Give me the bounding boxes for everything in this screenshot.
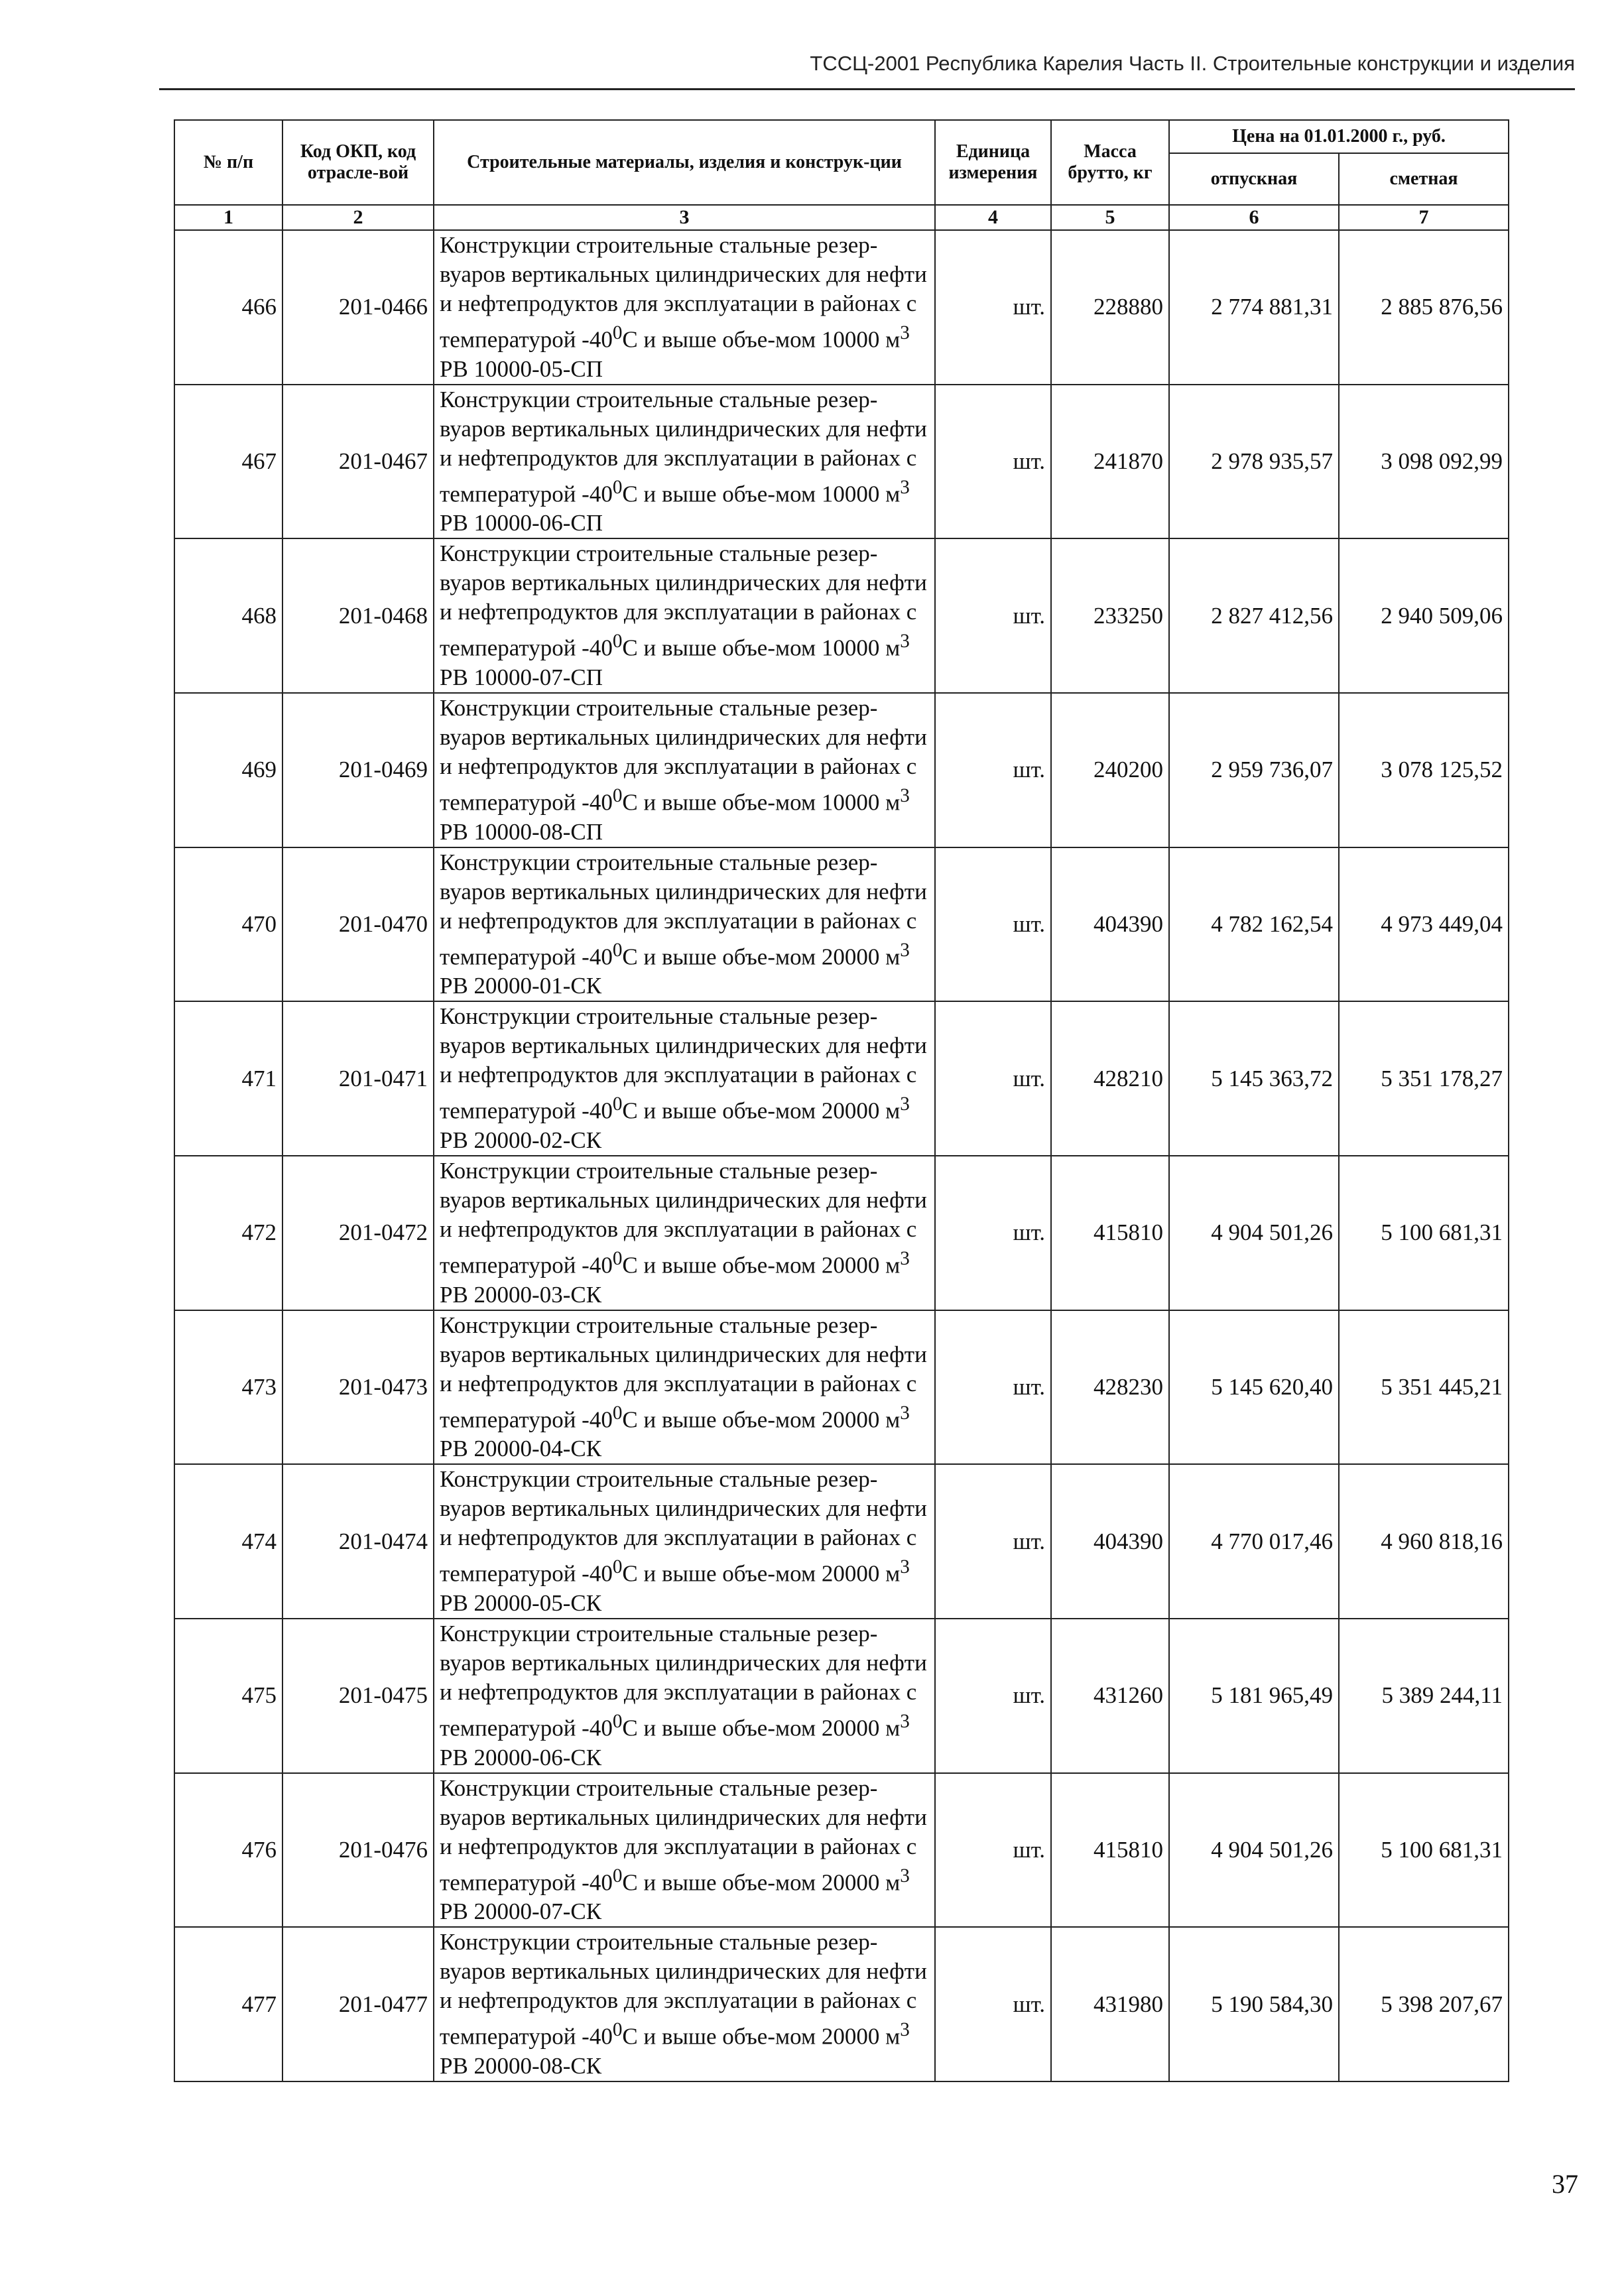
row-number: 474 — [174, 1464, 282, 1619]
page-header: ТССЦ-2001 Республика Карелия Часть II. Строительные конструкции и изделия — [810, 52, 1575, 75]
row-price-estimate: 3 098 092,99 — [1339, 385, 1509, 539]
row-price-release: 4 904 501,26 — [1169, 1156, 1339, 1310]
table-row — [174, 693, 1509, 847]
header-price-release: отпускная — [1169, 153, 1339, 205]
row-code: 201-0474 — [282, 1464, 434, 1619]
header-price-group: Цена на 01.01.2000 г., руб. — [1169, 120, 1509, 153]
table-row — [174, 385, 1509, 539]
column-number: 7 — [1339, 205, 1509, 230]
row-code: 201-0471 — [282, 1001, 434, 1156]
table-row — [174, 1156, 1509, 1310]
row-price-estimate: 4 960 818,16 — [1339, 1464, 1509, 1619]
row-code: 201-0473 — [282, 1310, 434, 1465]
column-number-row — [174, 205, 1509, 230]
row-unit: шт. — [935, 538, 1051, 693]
row-code: 201-0468 — [282, 538, 434, 693]
row-mass: 404390 — [1051, 1464, 1169, 1619]
row-price-estimate: 5 398 207,67 — [1339, 1927, 1509, 2081]
row-unit: шт. — [935, 1001, 1051, 1156]
header-unit: Единица измерения — [935, 120, 1051, 205]
header-name: Строительные материалы, изделия и конструк-ции — [434, 120, 935, 205]
row-number: 475 — [174, 1619, 282, 1773]
row-price-estimate: 4 973 449,04 — [1339, 847, 1509, 1002]
column-number: 1 — [174, 205, 282, 230]
row-description: Конструкции строительные стальные резер-вуаров вертикальных цилиндрических для нефти и нефтепродуктов для эксплуатации в районах с температурой $-40^0С$ и выше объе-мом 10000 $м^3$ РВ 10000-06-СП — [434, 385, 935, 539]
row-price-estimate: 5 351 178,27 — [1339, 1001, 1509, 1156]
row-unit: шт. — [935, 1773, 1051, 1928]
row-description: Конструкции строительные стальные резер-вуаров вертикальных цилиндрических для нефти и нефтепродуктов для эксплуатации в районах с температурой $-40^0С$ и выше объе-мом 10000 $м^3$ РВ 10000-05-СП — [434, 230, 935, 385]
table-row — [174, 1001, 1509, 1156]
row-mass: 233250 — [1051, 538, 1169, 693]
row-price-release: 2 978 935,57 — [1169, 385, 1339, 539]
row-code: 201-0472 — [282, 1156, 434, 1310]
row-number: 476 — [174, 1773, 282, 1928]
table-row — [174, 538, 1509, 693]
row-number: 466 — [174, 230, 282, 385]
table-row — [174, 230, 1509, 385]
row-description: Конструкции строительные стальные резер-вуаров вертикальных цилиндрических для нефти и нефтепродуктов для эксплуатации в районах с температурой $-40^0С$ и выше объе-мом 20000 $м^3$ РВ 20000-02-СК — [434, 1001, 935, 1156]
row-code: 201-0475 — [282, 1619, 434, 1773]
header-price-estimate: сметная — [1339, 153, 1509, 205]
row-description: Конструкции строительные стальные резер-вуаров вертикальных цилиндрических для нефти и нефтепродуктов для эксплуатации в районах с температурой $-40^0С$ и выше объе-мом 20000 $м^3$ РВ 20000-04-СК — [434, 1310, 935, 1465]
header-code: Код ОКП, код отрасле-вой — [282, 120, 434, 205]
row-description: Конструкции строительные стальные резер-вуаров вертикальных цилиндрических для нефти и нефтепродуктов для эксплуатации в районах с температурой $-40^0С$ и выше объе-мом 20000 $м^3$ РВ 20000-03-СК — [434, 1156, 935, 1310]
row-price-estimate: 3 078 125,52 — [1339, 693, 1509, 847]
header-divider — [159, 88, 1575, 90]
row-unit: шт. — [935, 1464, 1051, 1619]
row-unit: шт. — [935, 230, 1051, 385]
table-row — [174, 1310, 1509, 1465]
column-number: 2 — [282, 205, 434, 230]
row-mass: 415810 — [1051, 1156, 1169, 1310]
table-row — [174, 1464, 1509, 1619]
row-code: 201-0469 — [282, 693, 434, 847]
row-number: 477 — [174, 1927, 282, 2081]
row-price-release: 2 827 412,56 — [1169, 538, 1339, 693]
column-number: 5 — [1051, 205, 1169, 230]
row-description: Конструкции строительные стальные резер-вуаров вертикальных цилиндрических для нефти и нефтепродуктов для эксплуатации в районах с температурой $-40^0С$ и выше объе-мом 20000 $м^3$ РВ 20000-08-СК — [434, 1927, 935, 2081]
table-row — [174, 1773, 1509, 1928]
row-price-release: 5 145 620,40 — [1169, 1310, 1339, 1465]
row-price-release: 4 782 162,54 — [1169, 847, 1339, 1002]
column-number: 4 — [935, 205, 1051, 230]
row-code: 201-0466 — [282, 230, 434, 385]
header-mass: Масса брутто, кг — [1051, 120, 1169, 205]
row-code: 201-0477 — [282, 1927, 434, 2081]
price-table-body — [174, 230, 1509, 2081]
row-number: 471 — [174, 1001, 282, 1156]
row-number: 473 — [174, 1310, 282, 1465]
row-number: 468 — [174, 538, 282, 693]
row-description: Конструкции строительные стальные резер-вуаров вертикальных цилиндрических для нефти и нефтепродуктов для эксплуатации в районах с температурой $-40^0С$ и выше объе-мом 20000 $м^3$ РВ 20000-06-СК — [434, 1619, 935, 1773]
row-price-release: 5 190 584,30 — [1169, 1927, 1339, 2081]
row-price-estimate: 5 351 445,21 — [1339, 1310, 1509, 1465]
column-number: 6 — [1169, 205, 1339, 230]
row-number: 467 — [174, 385, 282, 539]
price-table — [174, 119, 1509, 2082]
row-price-estimate: 5 100 681,31 — [1339, 1773, 1509, 1928]
row-number: 470 — [174, 847, 282, 1002]
row-price-release: 5 145 363,72 — [1169, 1001, 1339, 1156]
row-description: Конструкции строительные стальные резер-вуаров вертикальных цилиндрических для нефти и нефтепродуктов для эксплуатации в районах с температурой $-40^0С$ и выше объе-мом 20000 $м^3$ РВ 20000-07-СК — [434, 1773, 935, 1928]
row-unit: шт. — [935, 385, 1051, 539]
table-row — [174, 1927, 1509, 2081]
row-mass: 415810 — [1051, 1773, 1169, 1928]
row-description: Конструкции строительные стальные резер-вуаров вертикальных цилиндрических для нефти и нефтепродуктов для эксплуатации в районах с температурой $-40^0С$ и выше объе-мом 10000 $м^3$ РВ 10000-07-СП — [434, 538, 935, 693]
row-price-estimate: 2 940 509,06 — [1339, 538, 1509, 693]
row-unit: шт. — [935, 847, 1051, 1002]
row-mass: 428210 — [1051, 1001, 1169, 1156]
row-mass: 240200 — [1051, 693, 1169, 847]
table-row — [174, 1619, 1509, 1773]
column-number: 3 — [434, 205, 935, 230]
page-number: 37 — [1552, 2169, 1578, 2199]
row-price-estimate: 5 389 244,11 — [1339, 1619, 1509, 1773]
row-price-release: 5 181 965,49 — [1169, 1619, 1339, 1773]
row-price-estimate: 5 100 681,31 — [1339, 1156, 1509, 1310]
row-unit: шт. — [935, 1310, 1051, 1465]
row-price-release: 4 770 017,46 — [1169, 1464, 1339, 1619]
row-unit: шт. — [935, 1619, 1051, 1773]
row-code: 201-0470 — [282, 847, 434, 1002]
table-row — [174, 847, 1509, 1002]
row-unit: шт. — [935, 693, 1051, 847]
row-unit: шт. — [935, 1927, 1051, 2081]
row-unit: шт. — [935, 1156, 1051, 1310]
row-mass: 431980 — [1051, 1927, 1169, 2081]
row-mass: 404390 — [1051, 847, 1169, 1002]
row-description: Конструкции строительные стальные резер-вуаров вертикальных цилиндрических для нефти и нефтепродуктов для эксплуатации в районах с температурой $-40^0С$ и выше объе-мом 20000 $м^3$ РВ 20000-01-СК — [434, 847, 935, 1002]
row-number: 469 — [174, 693, 282, 847]
row-price-estimate: 2 885 876,56 — [1339, 230, 1509, 385]
row-price-release: 2 774 881,31 — [1169, 230, 1339, 385]
row-code: 201-0476 — [282, 1773, 434, 1928]
row-code: 201-0467 — [282, 385, 434, 539]
row-number: 472 — [174, 1156, 282, 1310]
row-price-release: 2 959 736,07 — [1169, 693, 1339, 847]
row-description: Конструкции строительные стальные резер-вуаров вертикальных цилиндрических для нефти и нефтепродуктов для эксплуатации в районах с температурой $-40^0С$ и выше объе-мом 10000 $м^3$ РВ 10000-08-СП — [434, 693, 935, 847]
row-mass: 428230 — [1051, 1310, 1169, 1465]
row-price-release: 4 904 501,26 — [1169, 1773, 1339, 1928]
row-mass: 241870 — [1051, 385, 1169, 539]
header-num: № п/п — [174, 120, 282, 205]
row-description: Конструкции строительные стальные резер-вуаров вертикальных цилиндрических для нефти и нефтепродуктов для эксплуатации в районах с температурой $-40^0С$ и выше объе-мом 20000 $м^3$ РВ 20000-05-СК — [434, 1464, 935, 1619]
row-mass: 431260 — [1051, 1619, 1169, 1773]
row-mass: 228880 — [1051, 230, 1169, 385]
